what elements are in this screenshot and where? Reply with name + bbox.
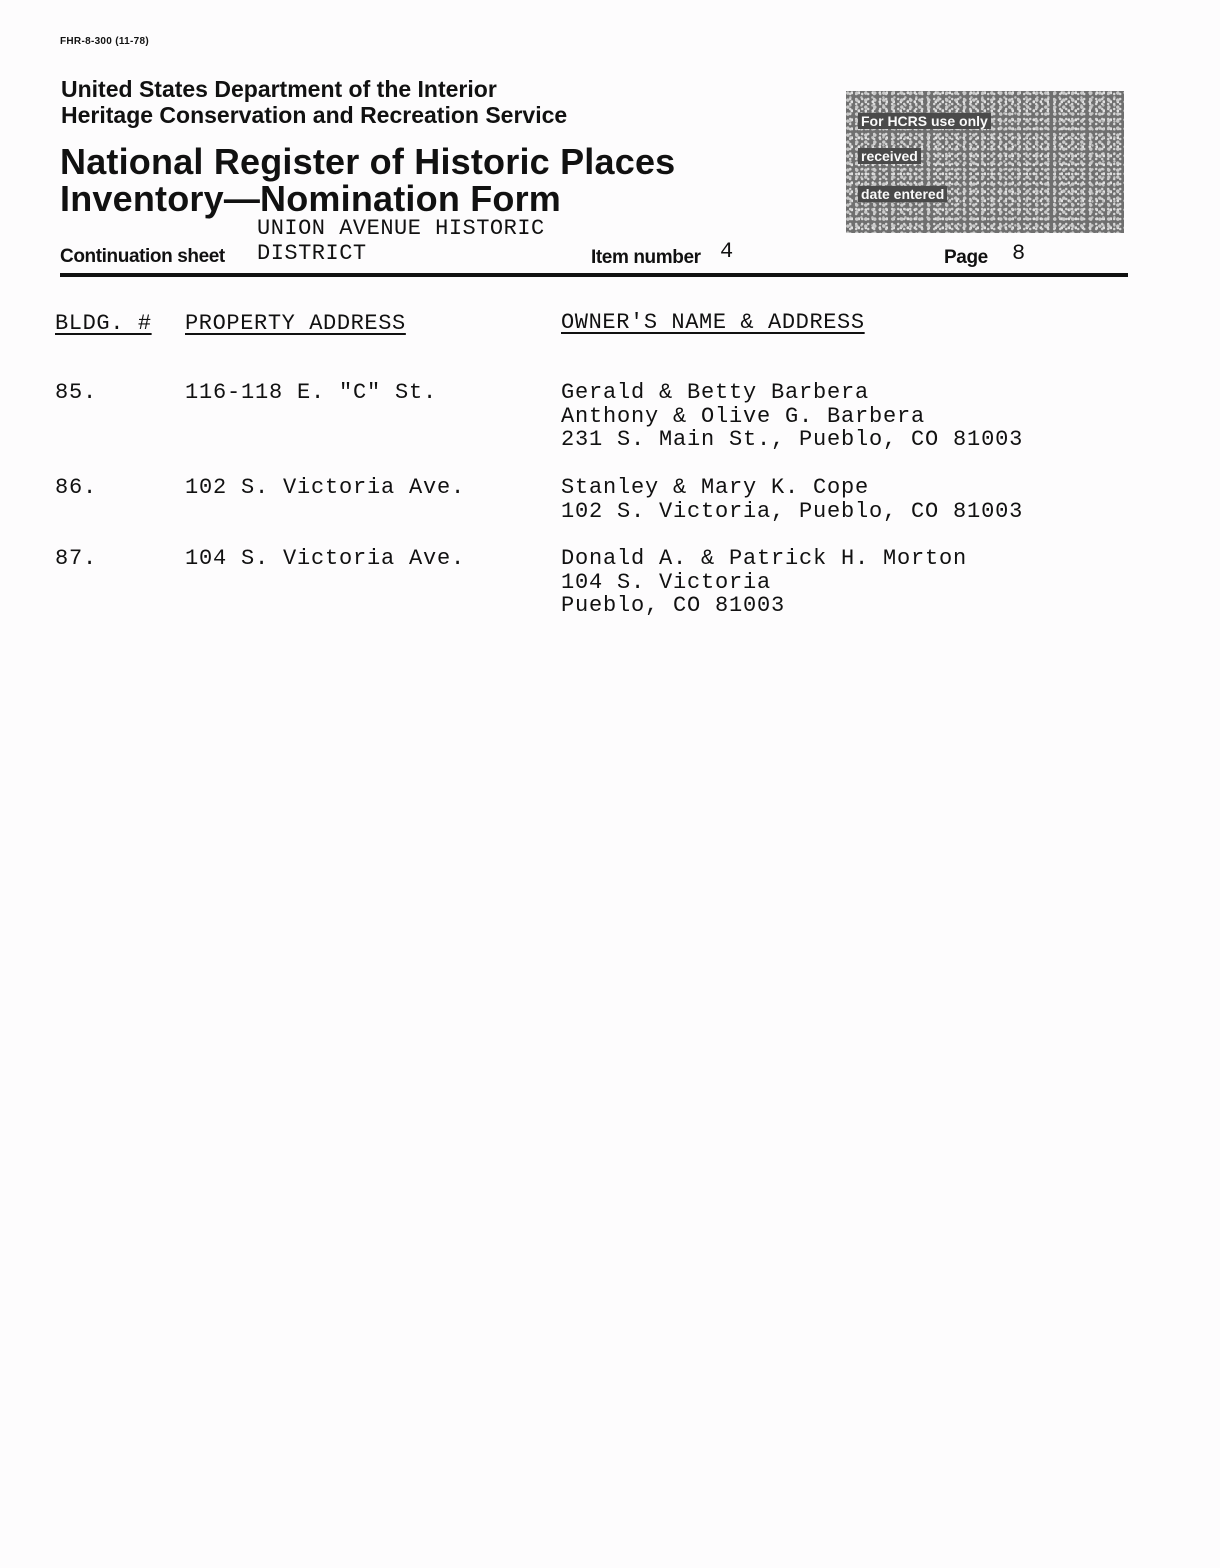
item-number-label: Item number: [591, 247, 701, 268]
column-header-owner: OWNER'S NAME & ADDRESS: [561, 310, 865, 335]
column-header-property-address: PROPERTY ADDRESS: [185, 311, 406, 336]
page-label: Page: [944, 247, 988, 268]
owner-line: 231 S. Main St., Pueblo, CO 81003: [561, 427, 1024, 452]
owner-line: Stanley & Mary K. Cope: [561, 475, 870, 500]
form-title: National Register of Historic Places: [60, 141, 676, 182]
owner-line: 104 S. Victoria: [561, 569, 772, 595]
form-subtitle: Inventory—Nomination Form: [60, 178, 562, 219]
date-entered-label: date entered: [858, 186, 947, 202]
owner-line: Pueblo, CO 81003: [561, 593, 786, 618]
owner-name-address: [561, 381, 1023, 452]
owner-line: Anthony & Olive G. Barbera: [561, 403, 926, 429]
agency-name: United States Department of the Interior: [61, 76, 497, 102]
page-number-value: 8: [1012, 241, 1026, 266]
property-address: 104 S. Victoria Ave.: [185, 546, 466, 571]
property-address: 102 S. Victoria Ave.: [185, 475, 466, 500]
header-divider: [60, 273, 1128, 277]
owner-line: Gerald & Betty Barbera: [561, 380, 870, 405]
district-name-line1: UNION AVENUE HISTORIC: [257, 216, 545, 241]
building-number: 87.: [55, 546, 98, 571]
district-name-line2: DISTRICT: [257, 241, 367, 266]
office-use-heading: For HCRS use only: [858, 113, 991, 129]
item-number-value: 4: [720, 239, 734, 264]
agency-service: Heritage Conservation and Recreation Service: [61, 102, 568, 128]
owner-line: 102 S. Victoria, Pueblo, CO 81003: [561, 498, 1024, 524]
building-number: 86.: [55, 475, 98, 500]
owner-line: Donald A. & Patrick H. Morton: [561, 546, 968, 571]
office-use-box: [846, 91, 1124, 233]
property-address: 116-118 E. "C" St.: [185, 380, 438, 405]
form-code: FHR-8-300 (11-78): [60, 36, 150, 47]
building-number: 85.: [55, 380, 98, 405]
continuation-sheet-label: Continuation sheet: [60, 246, 225, 267]
owner-name-address: [561, 547, 967, 618]
owner-name-address: [561, 476, 1023, 523]
column-header-bldg: BLDG. #: [55, 311, 152, 336]
received-label: received: [858, 148, 921, 164]
